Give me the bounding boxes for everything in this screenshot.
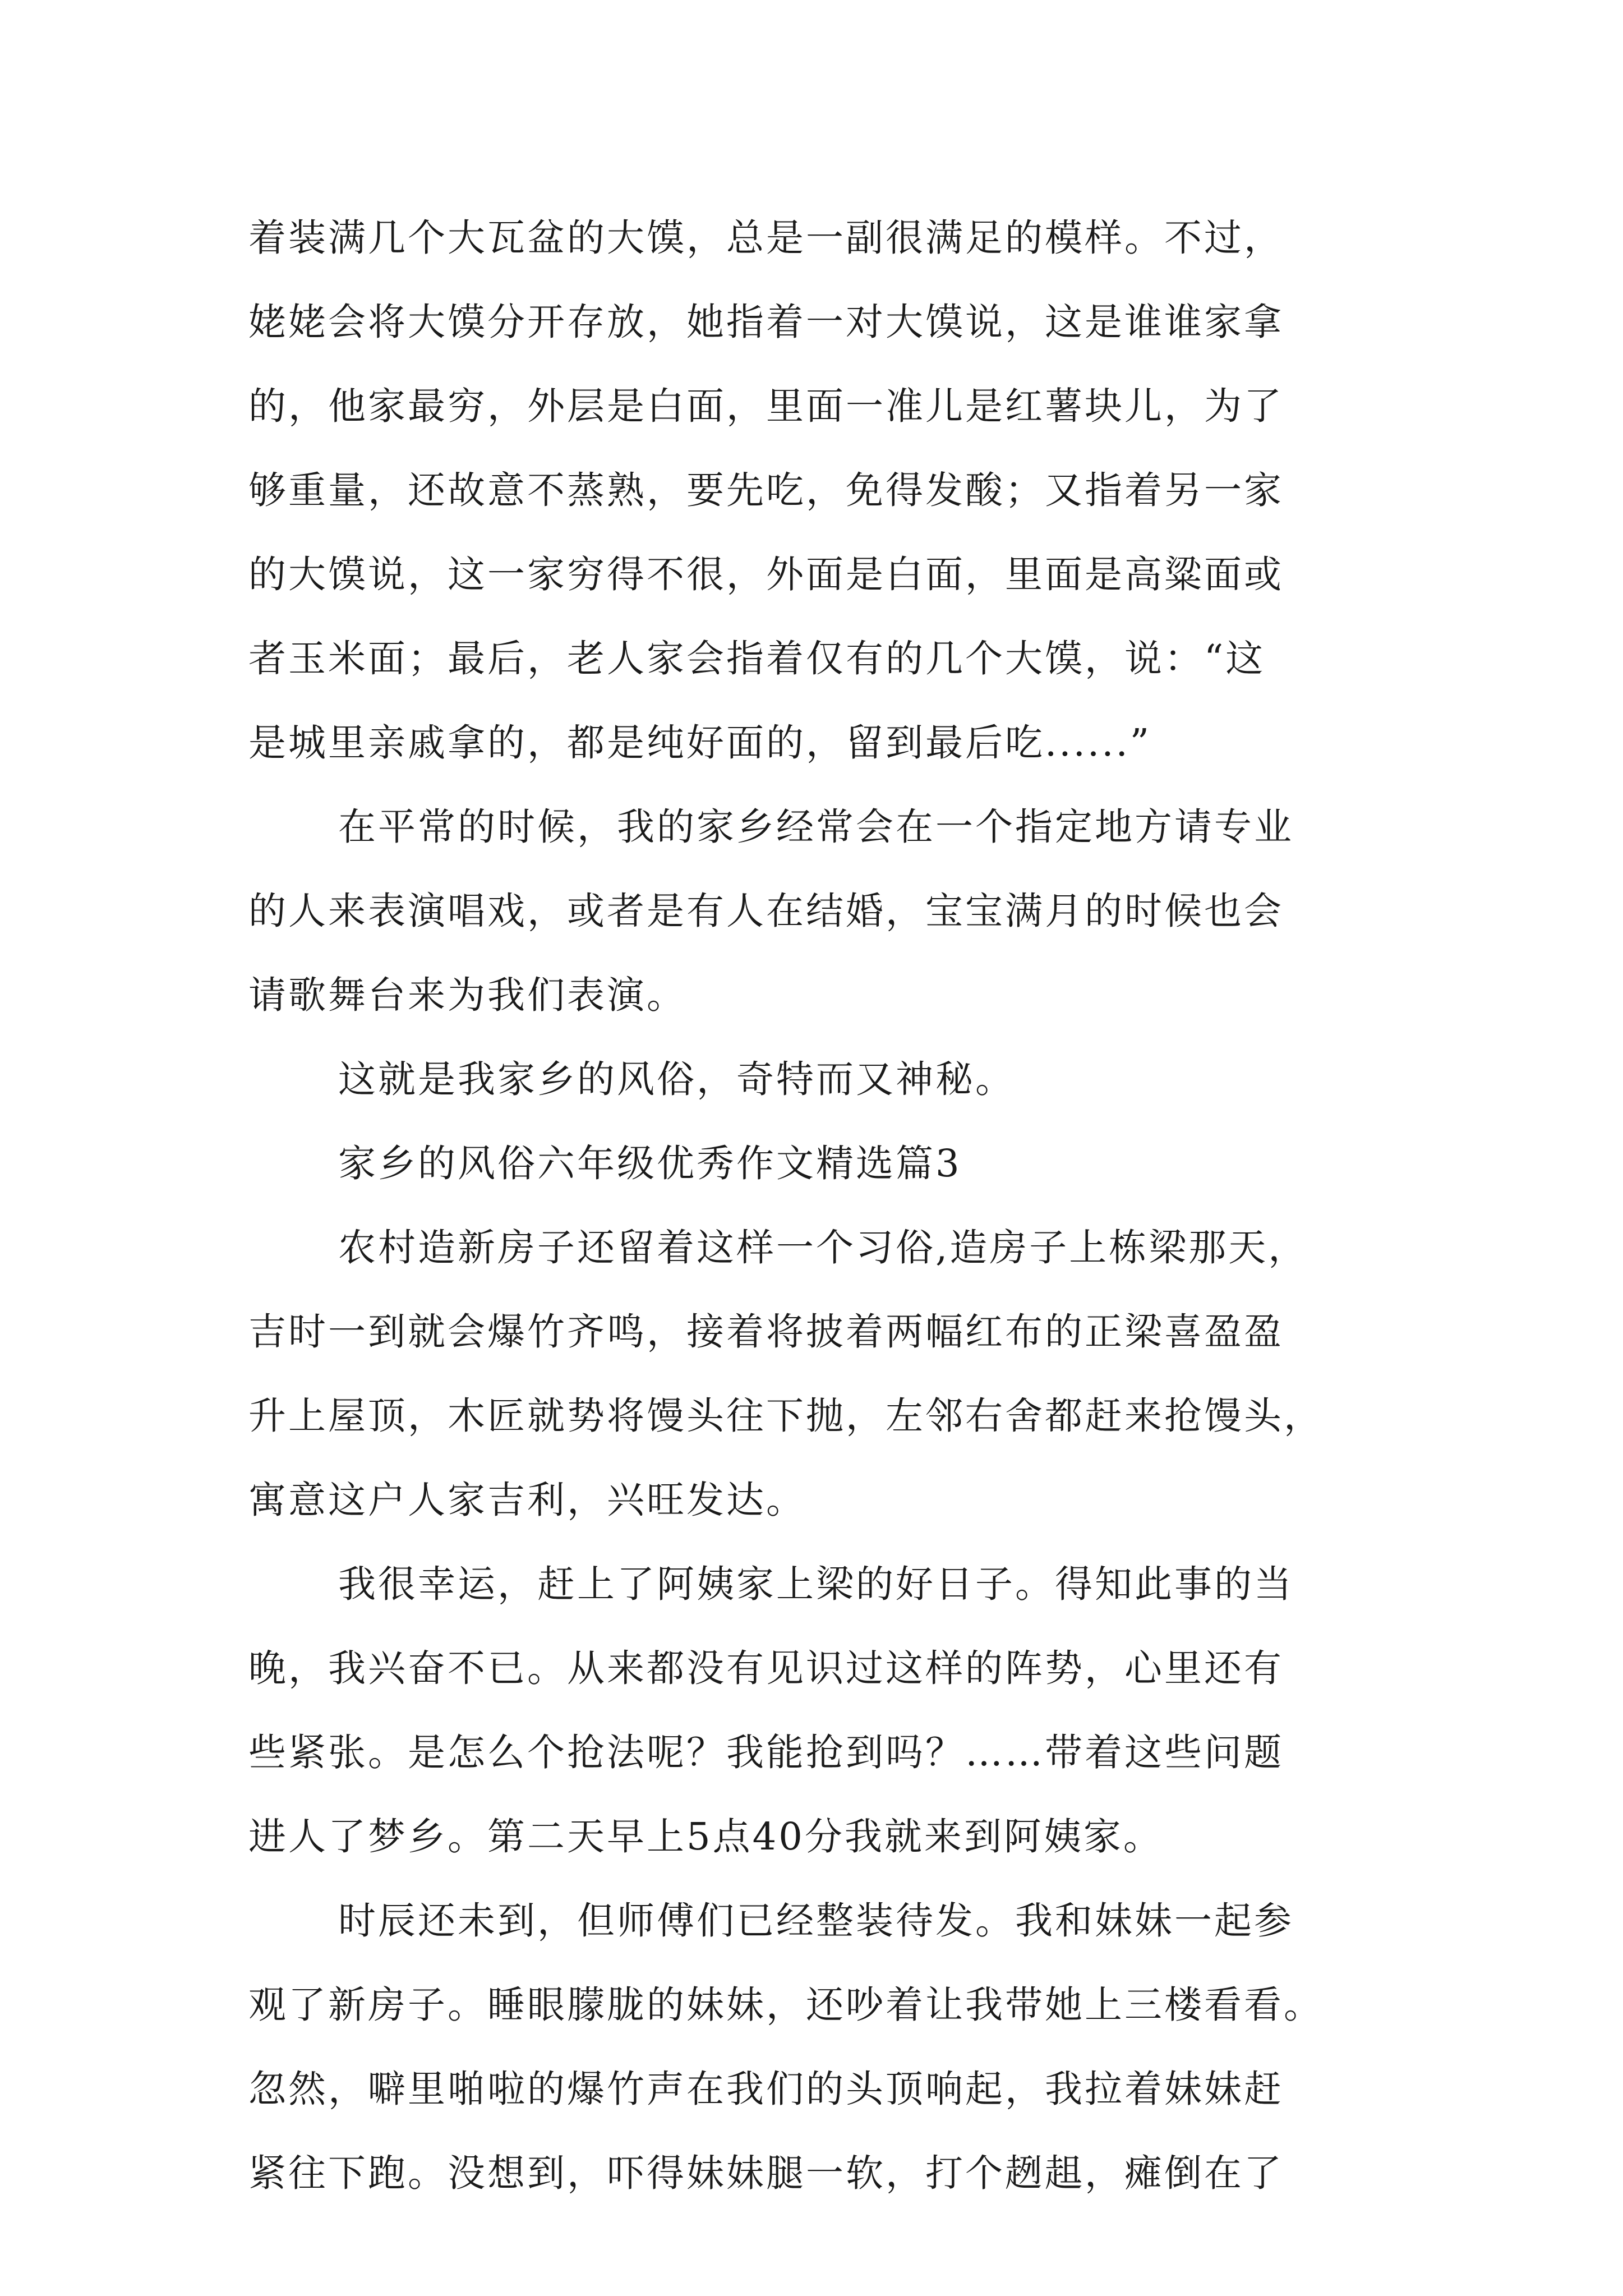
text-line: 的大馍说，这一家穷得不很，外面是白面，里面是高粱面或 [248,553,1284,596]
text-line: 请歌舞台来为我们表演。 [248,973,686,1017]
text-line: 姥姥会将大馍分开存放，她指着一对大馍说，这是谁谁家拿 [248,300,1284,344]
text-line: 着装满几个大瓦盆的大馍，总是一副很满足的模样。不过， [248,216,1284,260]
text-line: 紧往下跑。没想到，吓得妹妹腿一软，打个趔趄，瘫倒在了 [248,2151,1284,2195]
section-heading: 家乡的风俗六年级优秀作文精选篇3 [338,1142,962,1185]
text-line: 寓意这户人家吉利，兴旺发达。 [248,1478,806,1522]
text-line: 晚，我兴奋不已。从来都没有见识过这样的阵势，心里还有 [248,1646,1284,1690]
text-line: 忽然，噼里啪啦的爆竹声在我们的头顶响起，我拉着妹妹赶 [248,2067,1284,2111]
text-line: 吉时一到就会爆竹齐鸣，接着将披着两幅红布的正梁喜盈盈 [248,1310,1284,1354]
paragraph-start-line: 农村造新房子还留着这样一个习俗,造房子上栋梁那天， [338,1226,1308,1269]
paragraph-start-line: 在平常的时候，我的家乡经常会在一个指定地方请专业 [338,805,1294,849]
text-line: 些紧张。是怎么个抢法呢？我能抢到吗？……带着这些问题 [248,1731,1284,1774]
paragraph-start-line: 时辰还未到，但师傅们已经整装待发。我和妹妹一起参 [338,1899,1294,1943]
text-line: 者玉米面；最后，老人家会指着仅有的几个大馍，说：“这 [248,637,1266,680]
text-line: 够重量，还故意不蒸熟，要先吃，免得发酸；又指着另一家 [248,468,1284,512]
text-line: 升上屋顶，木匠就势将馒头往下抛，左邻右舍都赶来抢馒头， [248,1394,1324,1438]
text-line: 的人来表演唱戏，或者是有人在结婚，宝宝满月的时候也会 [248,889,1284,933]
text-line: 的，他家最穷，外层是白面，里面一准儿是红薯块儿，为了 [248,384,1284,428]
text-line: 观了新房子。睡眼朦胧的妹妹，还吵着让我带她上三楼看看。 [248,1983,1324,2027]
text-line: 进人了梦乡。第二天早上5点40分我就来到阿姨家。 [248,1815,1163,1858]
text-line: 是城里亲戚拿的，都是纯好面的，留到最后吃......” [248,721,1152,765]
paragraph-start-line: 我很幸运，赶上了阿姨家上梁的好日子。得知此事的当 [338,1562,1294,1606]
paragraph-start-line: 这就是我家乡的风俗，奇特而又神秘。 [338,1057,1015,1101]
